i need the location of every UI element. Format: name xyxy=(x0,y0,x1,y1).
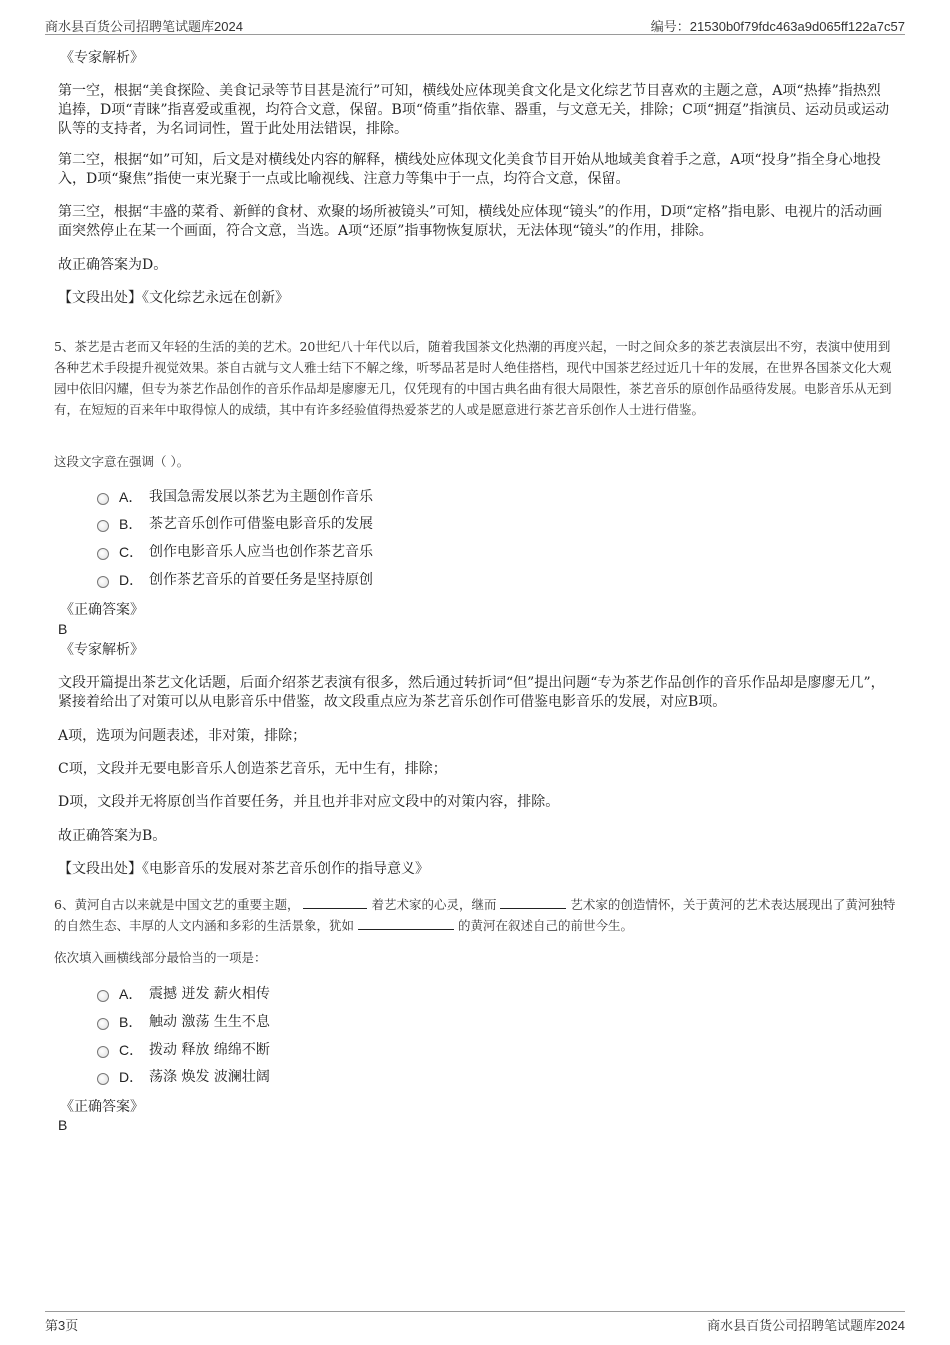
page-number: 第3页 xyxy=(45,1318,79,1333)
q6-option-b[interactable] xyxy=(97,1013,270,1031)
option-letter: B． xyxy=(119,516,143,532)
radio-icon[interactable] xyxy=(97,493,109,505)
q6-option-a[interactable] xyxy=(97,985,270,1003)
q4-source: 【文段出处】《文化综艺永远在创新》 xyxy=(58,290,289,306)
option-letter: C． xyxy=(119,1042,144,1058)
q6-option-d[interactable] xyxy=(97,1068,270,1086)
q5-source: 【文段出处】《电影音乐的发展对茶艺音乐创作的指导意义》 xyxy=(58,861,429,877)
option-letter: B． xyxy=(119,1014,143,1030)
radio-icon[interactable] xyxy=(97,576,109,588)
option-text: 创作电影音乐人应当也创作茶艺音乐 xyxy=(149,544,373,560)
q5-option-a[interactable] xyxy=(97,488,373,506)
q5-conclusion: 故正确答案为B。 xyxy=(58,828,167,844)
q6-text xyxy=(54,894,896,936)
q4-analysis-para3: 第三空，根据“丰盛的菜肴、新鲜的食材、欢聚的场所被镜头”可知，横线处应体现“镜头”的作用，D项“定格”指电影、电视片的活动画面突然停止在某一个画面，符合文意，当选。A项“还原”指事物恢复原状，无法体现“镜头”的作用，排除。 xyxy=(58,204,883,239)
q6-answer: B xyxy=(58,1117,68,1133)
q6-answer-label: 《正确答案》 xyxy=(60,1099,144,1115)
q5-option-d[interactable] xyxy=(97,571,373,589)
q5-text: 5、茶艺是古老而又年轻的生活的美的艺术。20世纪八十年代以后，随着我国茶文化热潮的再度兴起，一时之间众多的茶艺表演层出不穷，表演中使用到各种艺术手段提升视觉效果。茶自古就与文人雅士结下不解之缘，听琴品茗是时人绝佳搭档，现代中国茶艺经过近几十年的发展，在世界各国茶文化大观园中依旧闪耀，但专为茶艺作品创作的音乐作品却是廖廖无几，仅凭现有的中国古典名曲有很大局限性，茶艺音乐的原创作品亟待发展。电影音乐从无到有，在短短的百来年中取得惊人的成绩，其中有许多经验值得热爱茶艺的人或是愿意进行茶艺音乐创作人士进行借鉴。 xyxy=(54,339,892,417)
radio-icon[interactable] xyxy=(97,1046,109,1058)
footer-title: 商水县百货公司招聘笔试题库2024 xyxy=(707,1318,905,1333)
q5-answer: B xyxy=(58,621,68,637)
option-text: 创作茶艺音乐的首要任务是坚持原创 xyxy=(149,572,373,588)
fill-blank xyxy=(358,917,454,930)
q5-question: 这段文字意在强调（ ）。 xyxy=(54,454,190,469)
fill-blank xyxy=(500,896,566,909)
q6-option-c[interactable] xyxy=(97,1041,270,1059)
q6-text-part: 的黄河在叙述自己的前世今生。 xyxy=(457,918,633,933)
option-text: 触动 激荡 生生不息 xyxy=(149,1014,270,1030)
q5-analysis-para3: C项，文段并无要电影音乐人创造茶艺音乐，无中生有，排除； xyxy=(58,761,447,777)
option-letter: A． xyxy=(119,489,143,505)
fill-blank xyxy=(303,896,367,909)
q6-text-part: 6、黄河自古以来就是中国文艺的重要主题， xyxy=(54,897,300,912)
q5-analysis-para1: 文段开篇提出茶艺文化话题，后面介绍茶艺表演有很多，然后通过转折词“但”提出问题“专为茶艺作品创作的音乐作品却是廖廖无几”，紧接着给出了对策可以从电影音乐中借鉴，故文段重点应为茶艺音乐创作可借鉴电影音乐的发展，对应B项。 xyxy=(58,675,885,710)
q6-text-part: 着艺术家的心灵，继而 xyxy=(371,897,497,912)
q5-option-b[interactable] xyxy=(97,515,373,533)
option-letter: D． xyxy=(119,1069,144,1085)
q6-text-part: 艺术家的创造情怀，关于黄河的艺术表达展现出了黄河独特的自然生态、丰厚的人文内涵和多彩的生活景象，犹如 xyxy=(54,897,896,933)
q4-analysis-para1: 第一空，根据“美食探险、美食记录等节目甚是流行”可知，横线处应体现美食文化是文化综艺节目喜欢的主题之意，A项“热捧”指热烈追捧，D项“青睐”指喜爱或重视，均符合文意，保留。B项“倚重”指依靠、器重，与文意无关，排除；C项“拥趸”指演员、运动员或运动队等的支持者，为名词词性，置于此处用法错误，排除。 xyxy=(58,83,890,137)
option-text: 震撼 迸发 薪火相传 xyxy=(149,986,270,1002)
radio-icon[interactable] xyxy=(97,990,109,1002)
radio-icon[interactable] xyxy=(97,1018,109,1030)
q4-analysis-label: 《专家解析》 xyxy=(60,50,144,66)
radio-icon[interactable] xyxy=(97,520,109,532)
q4-analysis-para2: 第二空，根据“如”可知，后文是对横线处内容的解释，横线处应体现文化美食节目开始从地域美食着手之意，A项“投身”指全身心地投入，D项“聚焦”指使一束光聚于一点或比喻视线、注意力等集中于一点，均符合文意，保留。 xyxy=(58,152,881,187)
option-letter: D． xyxy=(119,572,144,588)
option-text: 拨动 释放 绵绵不断 xyxy=(149,1042,270,1058)
q5-analysis-para2: A项，选项为问题表述，非对策，排除； xyxy=(58,728,307,744)
header-title: 商水县百货公司招聘笔试题库2024 xyxy=(45,19,243,34)
q6-question: 依次填入画横线部分最恰当的一项是： xyxy=(54,950,267,965)
q5-option-c[interactable] xyxy=(97,543,373,561)
q5-analysis-label: 《专家解析》 xyxy=(60,642,144,658)
q5-analysis-para4: D项，文段并无将原创当作首要任务，并且也并非对应文段中的对策内容，排除。 xyxy=(58,794,560,810)
option-letter: C． xyxy=(119,544,144,560)
page-footer xyxy=(45,1311,905,1334)
radio-icon[interactable] xyxy=(97,548,109,560)
option-text: 荡涤 焕发 波澜壮阔 xyxy=(149,1069,270,1085)
option-text: 茶艺音乐创作可借鉴电影音乐的发展 xyxy=(149,516,373,532)
radio-icon[interactable] xyxy=(97,1073,109,1085)
q5-answer-label: 《正确答案》 xyxy=(60,602,144,618)
header-code: 编号：21530b0f79fdc463a9d065ff122a7c57 xyxy=(650,19,905,34)
option-letter: A． xyxy=(119,986,143,1002)
page-header xyxy=(45,14,905,35)
q4-conclusion: 故正确答案为D。 xyxy=(58,257,168,273)
option-text: 我国急需发展以茶艺为主题创作音乐 xyxy=(149,489,373,505)
